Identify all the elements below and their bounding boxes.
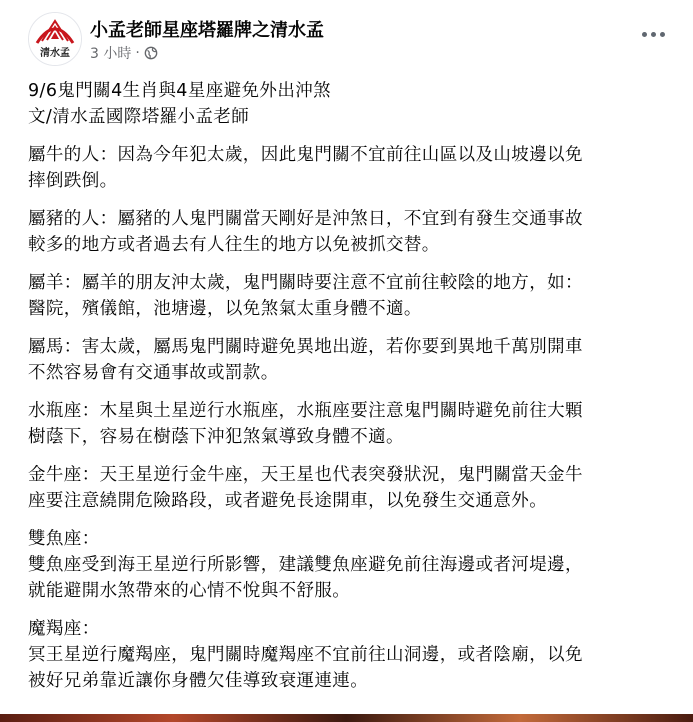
paragraph-line: 摔倒跌倒。 (28, 171, 118, 191)
paragraph-line: 魔羯座： (28, 619, 100, 639)
paragraph-line: 屬豬的人：屬豬的人鬼門關當天剛好是沖煞日，不宜到有發生交通事故 (28, 209, 583, 229)
avatar-text: 清水孟 (40, 48, 70, 59)
globe-icon[interactable] (144, 46, 158, 60)
post-content (28, 78, 673, 694)
paragraph-line: 座要注意繞開危險路段，或者避免長途開車，以免發生交通意外。 (28, 491, 548, 511)
post-paragraph (28, 142, 673, 194)
avatar-logo-icon (29, 13, 81, 65)
paragraph-line: 屬牛的人：因為今年犯太歲，因此鬼門關不宜前往山區以及山坡邊以免 (28, 145, 583, 165)
post-paragraph (28, 334, 673, 386)
post-paragraphs (28, 142, 673, 694)
paragraph-line: 金牛座：天王星逆行金牛座，天王星也代表突發狀況，鬼門關當天金牛 (28, 465, 583, 485)
post-paragraph (28, 270, 673, 322)
post-title: 9/6鬼門關4生肖與4星座避免外出沖煞 (28, 81, 332, 101)
post-paragraph (28, 462, 673, 514)
post-timestamp[interactable]: 3 小時 (90, 46, 132, 62)
more-dot (642, 32, 647, 37)
more-dot (660, 32, 665, 37)
paragraph-line: 不然容易會有交通事故或罰款。 (28, 363, 279, 383)
page-name-link[interactable]: 小孟老師星座塔羅牌之清水孟 (90, 20, 324, 41)
post-meta (90, 43, 158, 63)
paragraph-line: 冥王星逆行魔羯座，鬼門關時魔羯座不宜前往山洞邊，或者陰廟，以免 (28, 645, 583, 665)
paragraph-line: 屬馬：害太歲，屬馬鬼門關時避免異地出遊，若你要到異地千萬別開車 (28, 337, 583, 357)
post-paragraph (28, 398, 673, 450)
more-dot (651, 32, 656, 37)
post-byline: 文/清水孟國際塔羅小孟老師 (28, 107, 250, 127)
paragraph-line: 水瓶座：木星與土星逆行水瓶座，水瓶座要注意鬼門關時避免前往大顆 (28, 401, 583, 421)
paragraph-line: 較多的地方或者過去有人往生的地方以免被抓交替。 (28, 235, 440, 255)
post-paragraph (28, 616, 673, 694)
paragraph-line: 雙魚座受到海王星逆行所影響，建議雙魚座避免前往海邊或者河堤邊， (28, 555, 583, 575)
paragraph-line: 就能避開水煞帶來的心情不悅與不舒服。 (28, 581, 351, 601)
paragraph-line: 樹蔭下，容易在樹蔭下沖犯煞氣導致身體不適。 (28, 427, 404, 447)
meta-separator: · (135, 45, 140, 61)
post-paragraph (28, 206, 673, 258)
post-intro (28, 78, 673, 130)
paragraph-line: 醫院，殯儀館，池塘邊，以免煞氣太重身體不適。 (28, 299, 422, 319)
post-header (28, 12, 677, 72)
more-options-button[interactable] (635, 22, 671, 46)
paragraph-line: 被好兄弟靠近讓你身體欠佳導致衰運連連。 (28, 671, 369, 691)
next-post-image-strip (0, 714, 693, 722)
paragraph-line: 屬羊：屬羊的朋友沖太歲，鬼門關時要注意不宜前往較陰的地方，如： (28, 273, 583, 293)
paragraph-line: 雙魚座： (28, 529, 100, 549)
avatar[interactable] (28, 12, 82, 66)
post-paragraph (28, 526, 673, 604)
